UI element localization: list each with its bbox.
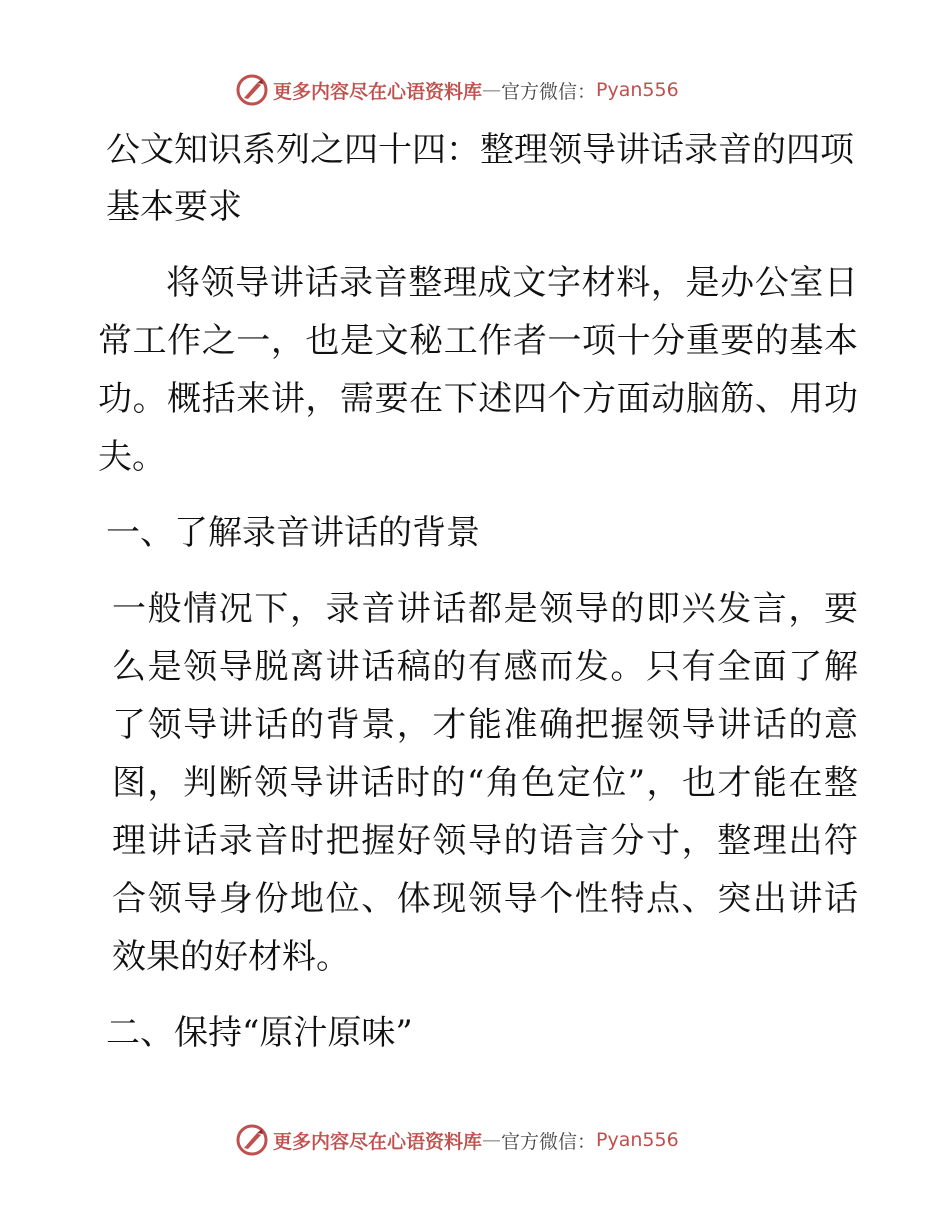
section-heading-1: 一、了解录音讲话的背景 <box>106 513 480 553</box>
section-heading-2: 二、保持“原汁原味” <box>106 1013 413 1053</box>
watermark-wechat-id: Pyan556 <box>596 79 679 101</box>
document-body <box>98 122 858 1080</box>
watermark-wechat-id: Pyan556 <box>596 1129 679 1151</box>
watermark-separator: — <box>482 1129 502 1151</box>
watermark-wechat-label: 官方微信： <box>501 80 597 103</box>
section-1-paragraph: 一般情况下，录音讲话都是领导的即兴发言，要么是领导脱离讲话稿的有感而发。只有全面了解了领导讲话的背景，才能准确把握领导讲话的意图，判断领导讲话时的“角色定位”，也才能在整理讲话录音时把握好领导的语言分寸，整理出符合领导身份地位、体现领导个性特点、突出讲话效果的好材料。 <box>112 589 858 977</box>
quill-pen-logo-icon <box>235 1123 269 1157</box>
watermark-separator: — <box>482 79 502 101</box>
header-watermark <box>235 72 755 108</box>
watermark-wechat-label: 官方微信： <box>501 1130 597 1153</box>
intro-paragraph: 将领导讲话录音整理成文字材料，是办公室日常工作之一，也是文秘工作者一项十分重要的基本功。概括来讲，需要在下述四个方面动脑筋、用功夫。 <box>98 263 858 477</box>
document-title: 公文知识系列之四十四：整理领导讲话录音的四项基本要求 <box>106 130 854 227</box>
footer-watermark <box>235 1122 755 1158</box>
quill-pen-logo-icon <box>235 73 269 107</box>
watermark-main-text: 更多内容尽在心语资料库 <box>273 80 483 103</box>
watermark-main-text: 更多内容尽在心语资料库 <box>273 1130 483 1153</box>
